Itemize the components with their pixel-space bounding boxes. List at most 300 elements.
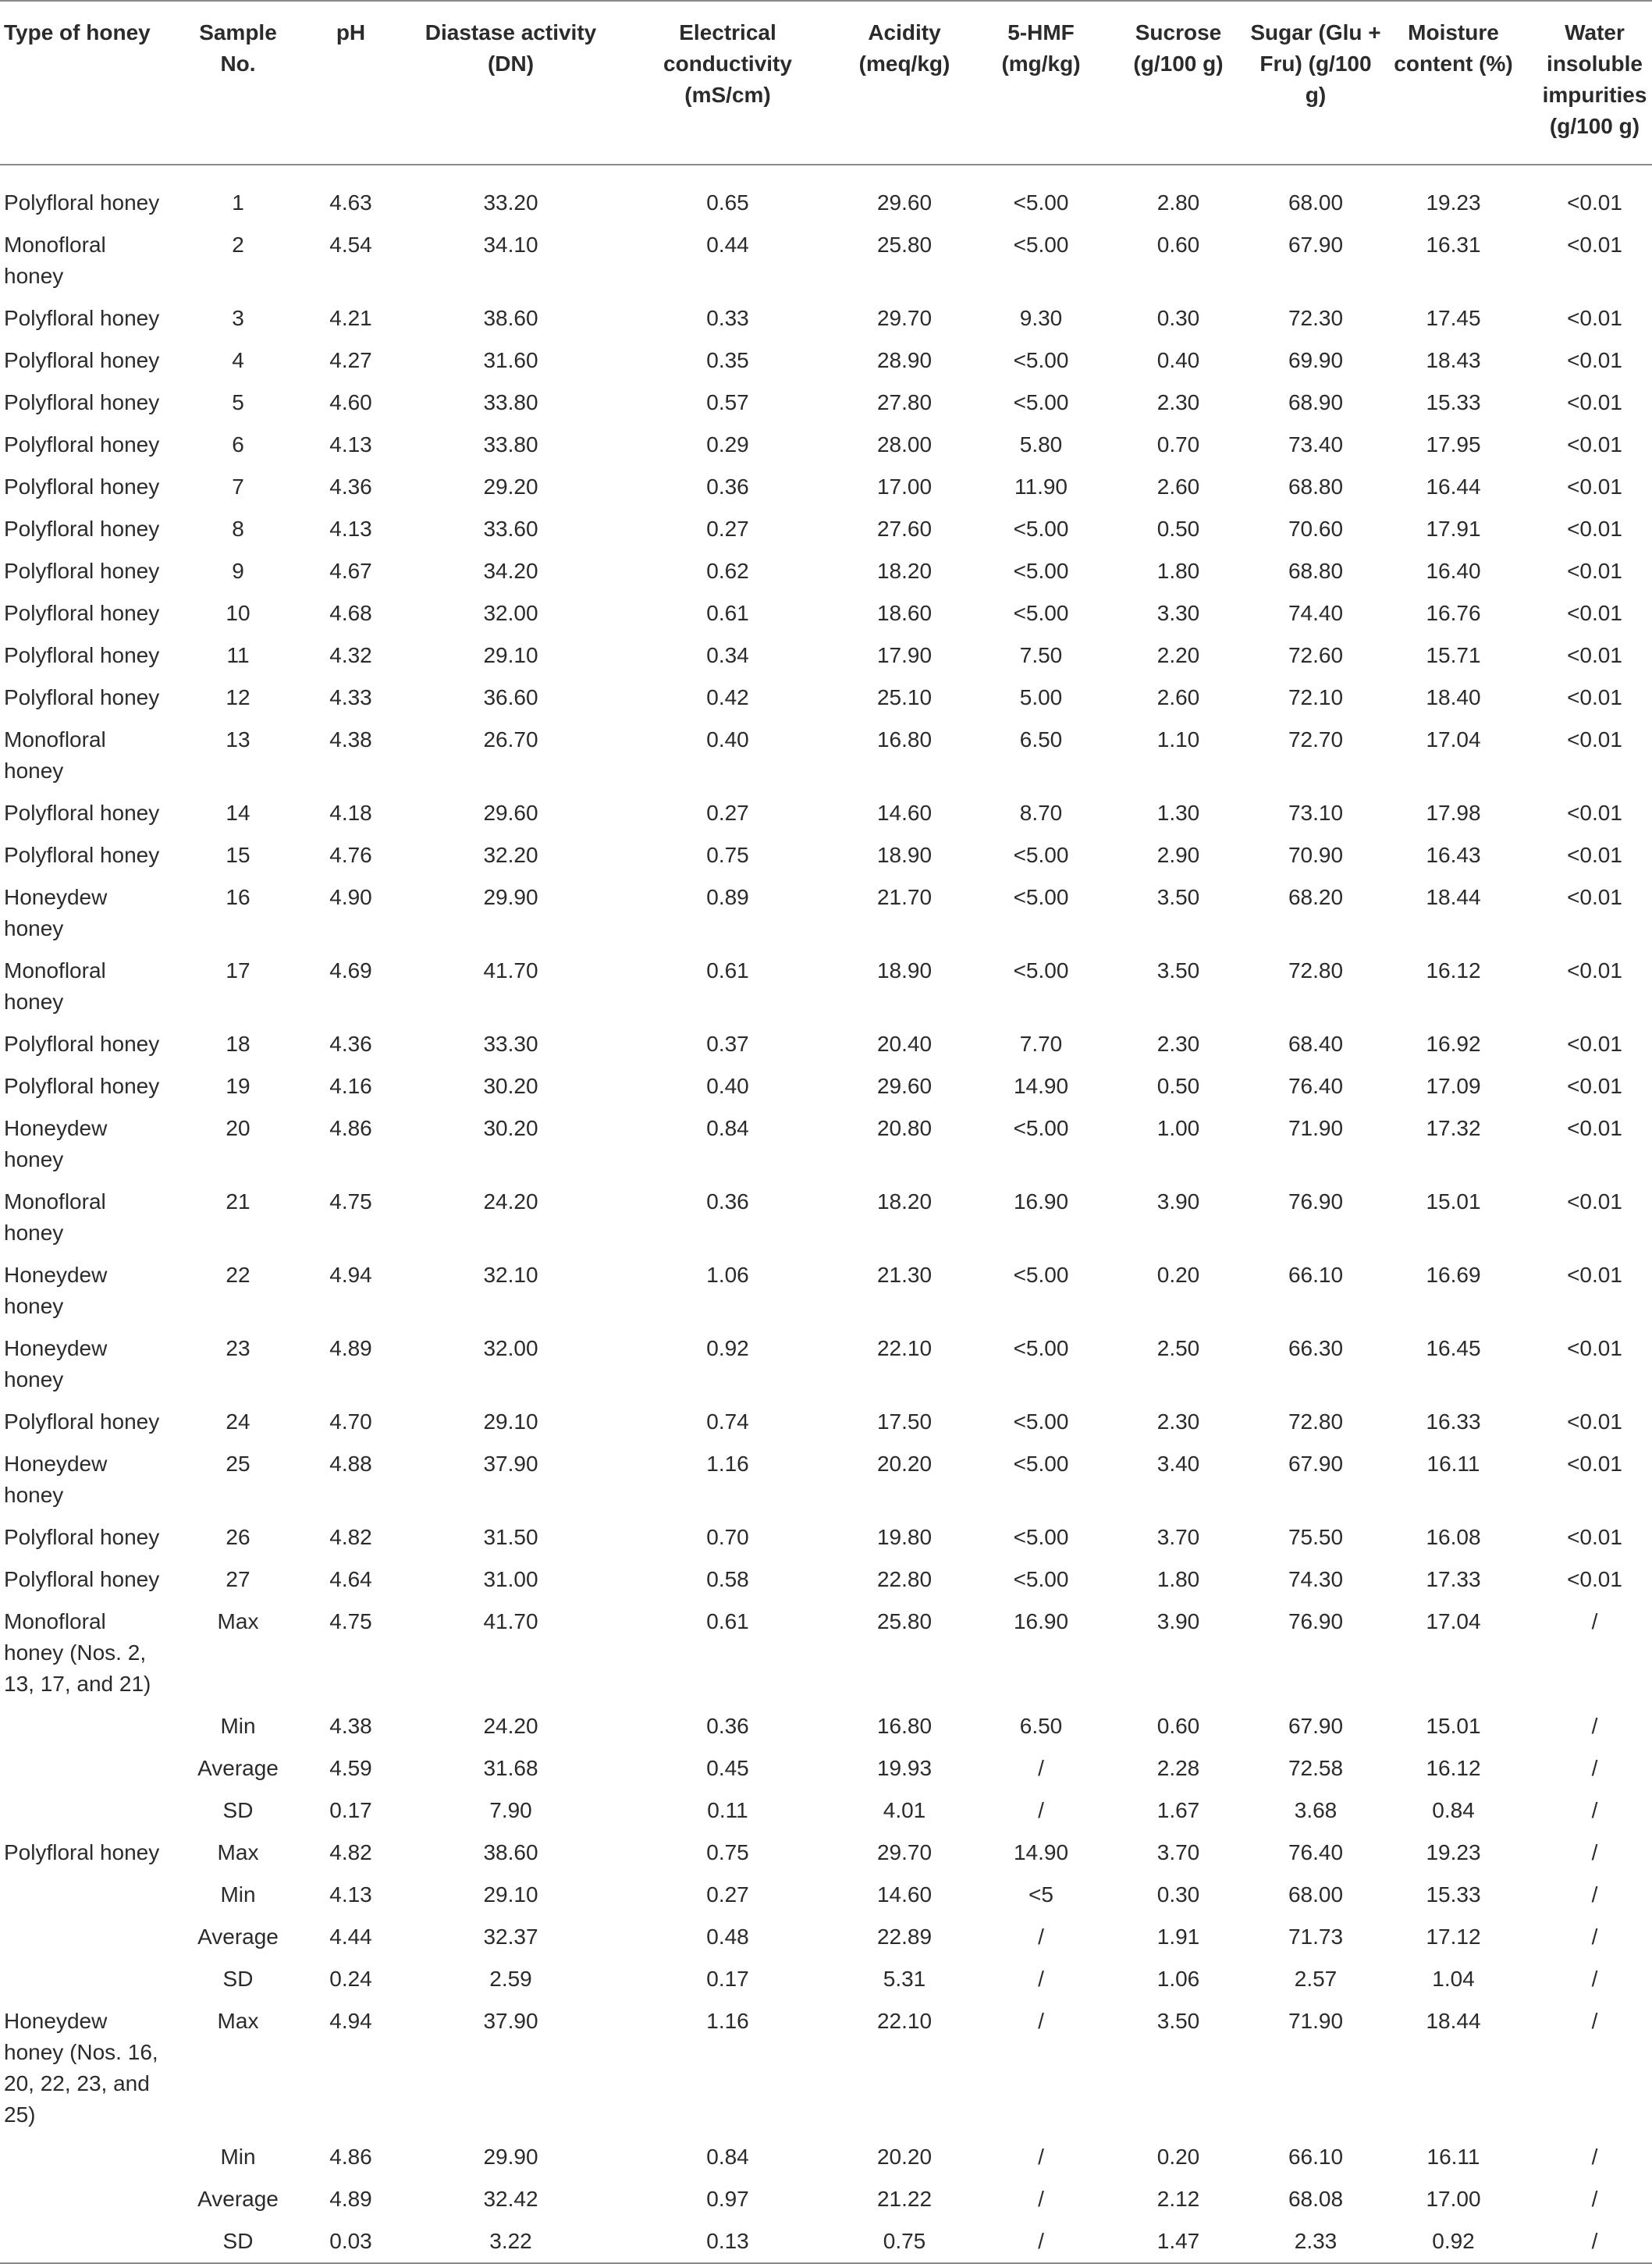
table-cell: <5.00 [1013, 1336, 1069, 1360]
table-header [0, 1, 1652, 165]
table-cell: 18.43 [1426, 348, 1481, 372]
table-cell: SD [222, 1798, 254, 1822]
table-cell: 8 [232, 517, 244, 541]
table-cell: 24 [226, 1409, 250, 1434]
table-cell: <0.01 [1567, 1409, 1622, 1434]
table-cell: 13 [226, 727, 250, 752]
table-cell: / [1038, 2009, 1044, 2033]
table-cell: 0.75 [837, 2220, 972, 2263]
table-cell: 0.03 [298, 2220, 403, 2263]
table-cell: 1.80 [1156, 559, 1200, 583]
table-cell: 0.27 [706, 801, 749, 825]
table-cell: 66.30 [1288, 1336, 1344, 1360]
table-cell: <0.01 [1567, 601, 1622, 625]
table-cell: 24.20 [483, 1714, 538, 1738]
table-cell: 16.80 [876, 727, 933, 752]
table-cell: 4.13 [329, 1882, 372, 1907]
table-cell: 18.40 [1426, 685, 1481, 709]
table-cell: <0.01 [1567, 1116, 1622, 1140]
table-cell: 31.50 [483, 1525, 538, 1549]
table-cell: 4.01 [883, 1798, 926, 1822]
table-cell: 20.20 [876, 1452, 933, 1476]
table-cell: <0.01 [1567, 643, 1622, 667]
table-cell: 24.20 [483, 1189, 538, 1214]
table-cell: 0.89 [706, 885, 749, 909]
table-cell: 4.16 [329, 1074, 372, 1098]
table-cell: 16.92 [1426, 1032, 1481, 1056]
table-cell: 1.10 [1156, 727, 1200, 752]
table-cell: 29.70 [876, 306, 933, 330]
honey-type-cell: Honeydew honey (Nos. 16, 20, 22, 23, and 25) [4, 2009, 158, 2127]
table-cell: 0.60 [1156, 1714, 1200, 1738]
table-cell: 0.74 [706, 1409, 749, 1434]
table-cell: 0.75 [706, 843, 749, 867]
table-cell: 72.60 [1288, 643, 1344, 667]
table-row [0, 2000, 1652, 2136]
table-cell: 2.30 [1156, 1032, 1200, 1056]
table-cell: 31.68 [483, 1756, 538, 1780]
table-row [0, 1705, 1652, 1747]
table-cell: <0.01 [1567, 390, 1622, 414]
table-row [0, 592, 1652, 634]
table-cell: 17 [226, 958, 250, 983]
table-cell: 16.90 [1013, 1189, 1069, 1214]
table-cell: 0.37 [706, 1032, 749, 1056]
table-cell: 4.63 [329, 190, 372, 215]
table-cell: 4.94 [329, 1263, 372, 1287]
table-body [0, 165, 1652, 2263]
honey-type-cell [0, 1874, 178, 1916]
table-row [0, 634, 1652, 677]
table-cell: 4.44 [329, 1925, 372, 1949]
table-cell: 18.44 [1426, 2009, 1481, 2033]
table-cell: 18.90 [876, 958, 933, 983]
table-cell: 68.08 [1288, 2187, 1344, 2211]
honey-type-cell: Polyfloral honey [4, 390, 160, 414]
table-cell: 16.08 [1426, 1525, 1481, 1549]
table-cell: 22 [226, 1263, 250, 1287]
honey-type-cell [0, 2178, 178, 2220]
honey-type-cell: Monofloral honey [4, 1189, 106, 1245]
honey-type-cell: Honeydew honey [4, 1263, 108, 1318]
table-cell: 32.42 [483, 2187, 538, 2211]
table-cell: 7.50 [1019, 643, 1063, 667]
table-cell: <0.01 [1567, 1032, 1622, 1056]
table-cell: 29.70 [876, 1840, 933, 1864]
table-cell: <5.00 [1013, 1452, 1069, 1476]
table-cell: 16.76 [1426, 601, 1481, 625]
table-cell: 4.86 [329, 2145, 372, 2169]
table-cell: 71.90 [1288, 1116, 1344, 1140]
table-cell: 18 [226, 1032, 250, 1056]
table-cell: 76.90 [1288, 1609, 1344, 1633]
honey-type-cell: Polyfloral honey [4, 432, 160, 457]
table-cell: 5.80 [1019, 432, 1063, 457]
table-cell: 3.40 [1156, 1452, 1200, 1476]
table-cell: 3.70 [1156, 1840, 1200, 1864]
honey-type-cell [0, 1747, 178, 1790]
table-cell: 68.00 [1288, 1882, 1344, 1907]
table-row [0, 508, 1652, 550]
table-cell: Min [220, 2145, 256, 2169]
table-cell: 26 [226, 1525, 250, 1549]
honey-type-cell [0, 1705, 178, 1747]
table-cell: 10 [226, 601, 250, 625]
table-cell: 4.60 [329, 390, 372, 414]
table-cell: 0.29 [706, 432, 749, 457]
table-cell: 22.10 [876, 1336, 933, 1360]
table-cell: 0.50 [1156, 1074, 1200, 1098]
table-cell: 15 [226, 843, 250, 867]
table-cell: 0.70 [1156, 432, 1200, 457]
table-cell: 16.69 [1426, 1263, 1481, 1287]
table-cell: 17.04 [1426, 1609, 1481, 1633]
table-cell: 70.90 [1288, 843, 1344, 867]
table-cell: 68.80 [1288, 474, 1344, 499]
table-cell: <0.01 [1567, 190, 1622, 215]
table-cell: 0.58 [706, 1567, 749, 1591]
table-cell: 17.12 [1426, 1925, 1481, 1949]
table-cell: 4.90 [329, 885, 372, 909]
honey-type-cell [0, 2220, 178, 2263]
table-cell: 7.90 [489, 1798, 532, 1822]
table-cell: 16.45 [1426, 1336, 1481, 1360]
table-cell: 34.20 [483, 559, 538, 583]
table-cell: 32.10 [483, 1263, 538, 1287]
column-header: Water insoluble impurities (g/100 g) [1522, 1, 1652, 165]
table-row [0, 1832, 1652, 1874]
table-cell: / [972, 2220, 1110, 2263]
table-cell: 27 [226, 1567, 250, 1591]
table-cell: Max [217, 2009, 259, 2033]
column-header: Type of honey [0, 1, 178, 165]
table-cell: 30.20 [483, 1074, 538, 1098]
table-cell: 20.20 [876, 2145, 933, 2169]
table-cell: 5.31 [883, 1967, 926, 1991]
table-cell: / [1591, 2009, 1598, 2033]
table-cell: 33.60 [483, 517, 538, 541]
table-cell: <0.01 [1567, 1525, 1622, 1549]
table-cell: 17.04 [1426, 727, 1481, 752]
table-cell: / [1591, 1756, 1598, 1780]
table-cell: 0.35 [706, 348, 749, 372]
table-cell: 8.70 [1019, 801, 1063, 825]
table-cell: 4.82 [329, 1525, 372, 1549]
honey-type-cell: Honeydew honey [4, 1116, 108, 1171]
table-cell: 72.80 [1288, 1409, 1344, 1434]
column-header: 5-HMF (mg/kg) [972, 1, 1110, 165]
table-cell: / [1038, 1967, 1044, 1991]
table-cell: Max [217, 1609, 259, 1633]
table-cell: 4.38 [329, 727, 372, 752]
table-cell: <0.01 [1567, 1074, 1622, 1098]
table-cell: / [1591, 1967, 1598, 1991]
table-cell: 29.10 [483, 643, 538, 667]
table-cell: 20 [226, 1116, 250, 1140]
table-cell: 29.90 [483, 885, 538, 909]
table-row [0, 1443, 1652, 1516]
table-cell: 32.00 [483, 601, 538, 625]
table-cell: <5.00 [1013, 1525, 1069, 1549]
table-cell: 18.20 [876, 1189, 933, 1214]
table-cell: 0.42 [706, 685, 749, 709]
table-cell: 14.90 [1013, 1074, 1069, 1098]
column-header: Electrical conductivity (mS/cm) [618, 1, 837, 165]
table-cell: 74.30 [1288, 1567, 1344, 1591]
table-cell: 0.61 [706, 1609, 749, 1633]
table-cell: <5.00 [1013, 517, 1069, 541]
table-cell: 25.80 [876, 1609, 933, 1633]
table-cell: 2.50 [1156, 1336, 1200, 1360]
table-cell: 29.60 [876, 1074, 933, 1098]
table-row [0, 1874, 1652, 1916]
table-cell: 12 [226, 685, 250, 709]
honey-type-cell: Honeydew honey [4, 885, 108, 940]
table-cell: 29.10 [483, 1882, 538, 1907]
honey-type-cell: Polyfloral honey [4, 801, 160, 825]
table-cell: <0.01 [1567, 306, 1622, 330]
table-cell: 66.10 [1288, 1263, 1344, 1287]
table-cell: 41.70 [483, 958, 538, 983]
table-cell: 1.80 [1156, 1567, 1200, 1591]
table-cell: 4.69 [329, 958, 372, 983]
table-cell: 2.30 [1156, 390, 1200, 414]
table-cell: 4.59 [329, 1756, 372, 1780]
honey-type-cell: Polyfloral honey [4, 601, 160, 625]
table-cell: 11.90 [1014, 474, 1068, 499]
column-header: Sample No. [178, 1, 298, 165]
table-cell: 0.20 [1156, 2145, 1200, 2169]
table-row [0, 297, 1652, 339]
table-cell: 1.16 [706, 2009, 749, 2033]
table-cell: <5.00 [1013, 1263, 1069, 1287]
table-cell: 4.13 [329, 432, 372, 457]
table-cell: 1.06 [1156, 1967, 1200, 1991]
table-cell: 66.10 [1288, 2145, 1344, 2169]
table-cell: 2 [232, 233, 244, 257]
table-row [0, 1516, 1652, 1558]
table-cell: 1.06 [706, 1263, 749, 1287]
table-cell: 16 [226, 885, 250, 909]
table-cell: SD [178, 2220, 298, 2263]
table-cell: 17.33 [1426, 1567, 1481, 1591]
table-cell: Min [220, 1882, 256, 1907]
table-cell: 3.70 [1156, 1525, 1200, 1549]
honey-type-cell: Polyfloral honey [4, 643, 160, 667]
table-cell: <5.00 [1013, 348, 1069, 372]
table-cell: 5.00 [1019, 685, 1063, 709]
table-cell: 4.18 [329, 801, 372, 825]
table-cell: / [1591, 1798, 1598, 1822]
honey-type-cell: Monofloral honey [4, 727, 106, 783]
table-cell: 0.36 [706, 1189, 749, 1214]
table-cell: 0.60 [1156, 233, 1200, 257]
honey-type-cell: Polyfloral honey [4, 685, 160, 709]
table-cell: 19 [226, 1074, 250, 1098]
table-cell: 16.11 [1426, 1452, 1480, 1476]
table-cell: 0.65 [706, 190, 749, 215]
table-row [0, 1558, 1652, 1601]
table-cell: Average [197, 1925, 279, 1949]
table-cell: <5 [1029, 1882, 1053, 1907]
table-cell: 0.17 [706, 1967, 749, 1991]
table-cell: 68.90 [1288, 390, 1344, 414]
table-cell: / [1591, 1925, 1598, 1949]
table-cell: 32.20 [483, 843, 538, 867]
table-row [0, 1790, 1652, 1832]
table-cell: 19.23 [1426, 1840, 1481, 1864]
table-cell: 29.60 [483, 801, 538, 825]
table-cell: 67.90 [1288, 1452, 1344, 1476]
table-cell: 27.60 [876, 517, 933, 541]
table-row [0, 950, 1652, 1023]
table-cell: / [1038, 1925, 1044, 1949]
table-cell: 67.90 [1288, 233, 1344, 257]
table-cell: 4.32 [329, 643, 372, 667]
table-cell: <0.01 [1567, 1189, 1622, 1214]
table-cell: 2.60 [1156, 474, 1200, 499]
table-cell: 0.30 [1156, 1882, 1200, 1907]
table-row [0, 165, 1652, 224]
table-cell: 3.68 [1294, 1798, 1338, 1822]
honey-type-cell [0, 1916, 178, 1958]
table-cell: / [1591, 1714, 1598, 1738]
table-cell: 31.60 [483, 348, 538, 372]
table-cell: 0.40 [706, 1074, 749, 1098]
table-cell: 17.09 [1426, 1074, 1481, 1098]
honey-type-cell: Polyfloral honey [4, 1409, 160, 1434]
table-row [0, 224, 1652, 297]
honey-type-cell: Polyfloral honey [4, 348, 160, 372]
table-cell: 0.92 [706, 1336, 749, 1360]
table-cell: <5.00 [1013, 1409, 1069, 1434]
table-cell: 3.50 [1156, 885, 1200, 909]
table-cell: 4.75 [329, 1189, 372, 1214]
table-cell: 2.30 [1156, 1409, 1200, 1434]
table-cell: 0.36 [706, 1714, 749, 1738]
table-cell: 29.10 [483, 1409, 538, 1434]
table-cell: 4.38 [329, 1714, 372, 1738]
honey-type-cell: Polyfloral honey [4, 1567, 160, 1591]
table-cell: <5.00 [1013, 958, 1069, 983]
table-row [0, 1747, 1652, 1790]
table-cell: 17.00 [876, 474, 933, 499]
table-cell: 4 [232, 348, 244, 372]
table-cell: <0.01 [1567, 559, 1622, 583]
table-cell: 20.40 [876, 1032, 933, 1056]
table-cell: 4.33 [329, 685, 372, 709]
honey-type-cell [0, 1958, 178, 2000]
table-cell: / [1038, 1756, 1044, 1780]
table-cell: 4.54 [329, 233, 372, 257]
table-cell: 73.10 [1288, 801, 1344, 825]
table-cell: 37.90 [483, 2009, 538, 2033]
table-cell: 26.70 [483, 727, 538, 752]
table-cell: 71.90 [1288, 2009, 1344, 2033]
table-cell: <5.00 [1013, 390, 1069, 414]
table-cell: 37.90 [483, 1452, 538, 1476]
table-cell: 7 [232, 474, 244, 499]
table-cell: 11 [226, 643, 250, 667]
table-cell: 6.50 [1019, 1714, 1063, 1738]
table-cell: 33.30 [483, 1032, 538, 1056]
table-cell: 0.75 [706, 1840, 749, 1864]
table-cell: 3.30 [1156, 601, 1200, 625]
table-cell: 1.04 [1432, 1967, 1475, 1991]
table-cell: 38.60 [483, 306, 538, 330]
table-cell: 6 [232, 432, 244, 457]
table-cell: / [1591, 2187, 1598, 2211]
table-cell: 0.62 [706, 559, 749, 583]
table-cell: 72.70 [1288, 727, 1344, 752]
table-cell: 0.48 [706, 1925, 749, 1949]
table-cell: <0.01 [1567, 1263, 1622, 1287]
table-cell: <0.01 [1567, 1336, 1622, 1360]
table-cell: 76.90 [1288, 1189, 1344, 1214]
table-cell: 16.40 [1426, 559, 1481, 583]
table-row [0, 834, 1652, 876]
table-cell: 0.40 [1156, 348, 1200, 372]
table-cell: 4.76 [329, 843, 372, 867]
table-cell: 32.00 [483, 1336, 538, 1360]
table-cell: 0.40 [706, 727, 749, 752]
table-cell: 25.80 [876, 233, 933, 257]
table-cell: <0.01 [1567, 958, 1622, 983]
table-cell: 15.71 [1426, 643, 1481, 667]
table-cell: 14.90 [1013, 1840, 1069, 1864]
table-cell: 2.12 [1156, 2187, 1200, 2211]
table-cell: 33.20 [483, 190, 538, 215]
table-cell: 69.90 [1288, 348, 1344, 372]
table-cell: 17.91 [1426, 517, 1481, 541]
table-cell: 16.12 [1426, 958, 1481, 983]
table-cell: 3.90 [1156, 1189, 1200, 1214]
table-cell: 72.10 [1288, 685, 1344, 709]
honey-type-cell: Polyfloral honey [4, 474, 160, 499]
table-cell: 4.68 [329, 601, 372, 625]
table-row [0, 1254, 1652, 1327]
table-cell: 21.30 [876, 1263, 933, 1287]
table-cell: 71.73 [1288, 1925, 1344, 1949]
table-cell: 31.00 [483, 1567, 538, 1591]
table-cell: 0.44 [706, 233, 749, 257]
table-cell: 68.40 [1288, 1032, 1344, 1056]
table-cell: / [1038, 1798, 1044, 1822]
honey-type-cell: Polyfloral honey [4, 306, 160, 330]
table-cell: 2.59 [489, 1967, 532, 1991]
table-row [0, 1065, 1652, 1107]
table-cell: 4.94 [329, 2009, 372, 2033]
table-cell: 76.40 [1288, 1074, 1344, 1098]
table-cell: 14.60 [876, 801, 933, 825]
table-cell: <0.01 [1567, 474, 1622, 499]
table-row [0, 2178, 1652, 2220]
honey-type-cell: Polyfloral honey [4, 559, 160, 583]
table-cell: 18.44 [1426, 885, 1481, 909]
table-cell: <5.00 [1013, 190, 1069, 215]
table-cell: 34.10 [483, 233, 538, 257]
table-cell: 0.84 [706, 1116, 749, 1140]
table-cell: 16.44 [1426, 474, 1481, 499]
table-cell: 74.40 [1288, 601, 1344, 625]
table-cell: Average [197, 1756, 279, 1780]
table-cell: 21.22 [876, 2187, 933, 2211]
honey-type-cell: Polyfloral honey [4, 517, 160, 541]
table-cell: 20.80 [876, 1116, 933, 1140]
table-cell: Min [220, 1714, 256, 1738]
table-cell: 14 [226, 801, 250, 825]
table-cell: / [1591, 1840, 1598, 1864]
